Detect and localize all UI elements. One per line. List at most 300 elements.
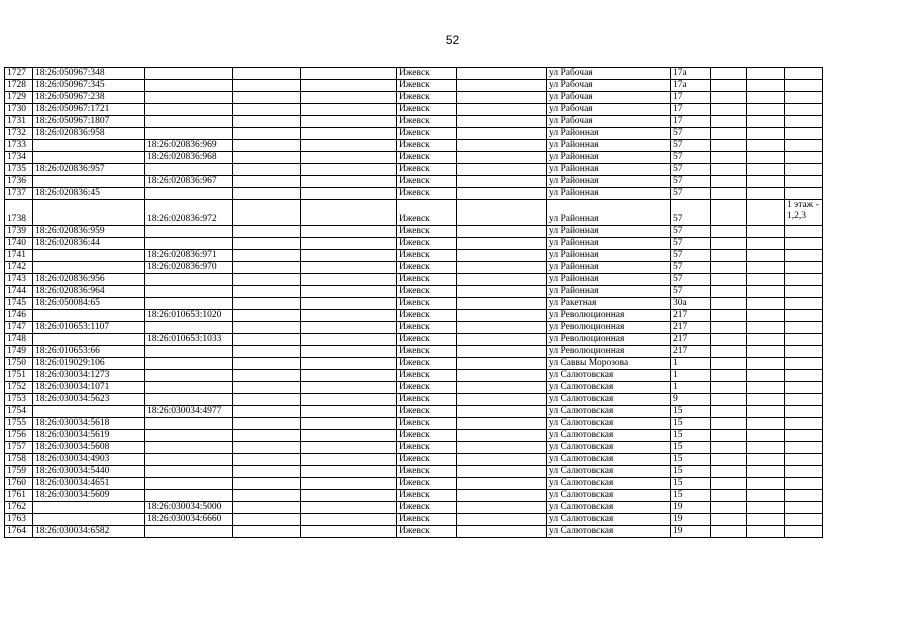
city-cell: Ижевск [397, 514, 457, 526]
street-cell: ул Районная [547, 128, 671, 140]
note-cell [785, 382, 823, 394]
street-cell: ул Районная [547, 262, 671, 274]
cadastral-number-room-cell [145, 322, 233, 334]
row-number-cell: 1744 [5, 286, 33, 298]
street-cell: ул Рабочая [547, 80, 671, 92]
cadastral-number-room-cell: 18:26:010653:1020 [145, 310, 233, 322]
note-cell [785, 370, 823, 382]
blank-cell [747, 250, 785, 262]
city-cell: Ижевск [397, 334, 457, 346]
cadastral-number-cell: 18:26:050967:1721 [33, 104, 145, 116]
blank-cell [711, 514, 747, 526]
registry-body [5, 68, 823, 538]
blank-cell [301, 250, 397, 262]
house-number-cell: 30а [671, 298, 711, 310]
blank-cell [457, 394, 547, 406]
blank-cell [233, 238, 301, 250]
house-number-cell: 19 [671, 526, 711, 538]
note-cell [785, 334, 823, 346]
blank-cell [747, 490, 785, 502]
blank-cell [711, 104, 747, 116]
blank-cell [457, 514, 547, 526]
note-cell [785, 238, 823, 250]
street-cell: ул Революционная [547, 346, 671, 358]
table-row [5, 226, 823, 238]
cadastral-number-cell: 18:26:020836:45 [33, 188, 145, 200]
blank-cell [301, 418, 397, 430]
blank-cell [233, 200, 301, 226]
blank-cell [711, 430, 747, 442]
blank-cell [457, 116, 547, 128]
blank-cell [457, 442, 547, 454]
city-cell: Ижевск [397, 298, 457, 310]
cadastral-number-cell [33, 250, 145, 262]
cadastral-number-room-cell [145, 526, 233, 538]
blank-cell [301, 176, 397, 188]
blank-cell [233, 514, 301, 526]
blank-cell [301, 502, 397, 514]
cadastral-number-cell [33, 334, 145, 346]
blank-cell [711, 226, 747, 238]
house-number-cell: 1 [671, 382, 711, 394]
blank-cell [233, 226, 301, 238]
blank-cell [457, 298, 547, 310]
cadastral-number-cell [33, 176, 145, 188]
cadastral-number-room-cell: 18:26:020836:969 [145, 140, 233, 152]
blank-cell [233, 68, 301, 80]
row-number-cell: 1747 [5, 322, 33, 334]
cadastral-number-cell [33, 514, 145, 526]
blank-cell [233, 406, 301, 418]
cadastral-number-cell [33, 152, 145, 164]
blank-cell [301, 200, 397, 226]
city-cell: Ижевск [397, 478, 457, 490]
row-number-cell: 1727 [5, 68, 33, 80]
house-number-cell: 57 [671, 140, 711, 152]
blank-cell [457, 286, 547, 298]
blank-cell [457, 346, 547, 358]
table-row [5, 442, 823, 454]
blank-cell [747, 298, 785, 310]
blank-cell [457, 200, 547, 226]
city-cell: Ижевск [397, 188, 457, 200]
blank-cell [711, 358, 747, 370]
city-cell: Ижевск [397, 370, 457, 382]
street-cell: ул Рабочая [547, 92, 671, 104]
row-number-cell: 1742 [5, 262, 33, 274]
city-cell: Ижевск [397, 406, 457, 418]
table-row [5, 382, 823, 394]
blank-cell [457, 140, 547, 152]
note-cell [785, 466, 823, 478]
row-number-cell: 1758 [5, 454, 33, 466]
street-cell: ул Районная [547, 226, 671, 238]
blank-cell [301, 310, 397, 322]
street-cell: ул Рабочая [547, 68, 671, 80]
city-cell: Ижевск [397, 140, 457, 152]
blank-cell [233, 152, 301, 164]
blank-cell [233, 490, 301, 502]
blank-cell [711, 466, 747, 478]
blank-cell [233, 310, 301, 322]
house-number-cell: 217 [671, 322, 711, 334]
blank-cell [711, 346, 747, 358]
blank-cell [747, 238, 785, 250]
street-cell: ул Салютовская [547, 370, 671, 382]
table-row [5, 430, 823, 442]
cadastral-number-room-cell [145, 238, 233, 250]
blank-cell [457, 430, 547, 442]
table-row [5, 310, 823, 322]
city-cell: Ижевск [397, 418, 457, 430]
blank-cell [747, 68, 785, 80]
row-number-cell: 1731 [5, 116, 33, 128]
blank-cell [301, 238, 397, 250]
blank-cell [711, 250, 747, 262]
city-cell: Ижевск [397, 200, 457, 226]
cadastral-number-cell: 18:26:020836:956 [33, 274, 145, 286]
blank-cell [747, 430, 785, 442]
row-number-cell: 1737 [5, 188, 33, 200]
blank-cell [233, 140, 301, 152]
note-cell [785, 310, 823, 322]
street-cell: ул Районная [547, 164, 671, 176]
city-cell: Ижевск [397, 128, 457, 140]
city-cell: Ижевск [397, 152, 457, 164]
city-cell: Ижевск [397, 310, 457, 322]
cadastral-number-cell: 18:26:030034:5619 [33, 430, 145, 442]
blank-cell [233, 430, 301, 442]
note-cell [785, 176, 823, 188]
blank-cell [747, 262, 785, 274]
blank-cell [747, 442, 785, 454]
house-number-cell: 57 [671, 176, 711, 188]
cadastral-number-cell [33, 310, 145, 322]
city-cell: Ижевск [397, 394, 457, 406]
table-row [5, 502, 823, 514]
street-cell: ул Салютовская [547, 478, 671, 490]
blank-cell [747, 346, 785, 358]
city-cell: Ижевск [397, 466, 457, 478]
blank-cell [457, 226, 547, 238]
street-cell: ул Салютовская [547, 406, 671, 418]
city-cell: Ижевск [397, 92, 457, 104]
blank-cell [457, 188, 547, 200]
note-cell [785, 188, 823, 200]
note-cell [785, 490, 823, 502]
street-cell: ул Саввы Морозова [547, 358, 671, 370]
blank-cell [457, 176, 547, 188]
cadastral-number-room-cell: 18:26:030034:6660 [145, 514, 233, 526]
blank-cell [747, 382, 785, 394]
blank-cell [233, 116, 301, 128]
house-number-cell: 217 [671, 310, 711, 322]
blank-cell [301, 490, 397, 502]
cadastral-number-room-cell [145, 454, 233, 466]
street-cell: ул Районная [547, 274, 671, 286]
street-cell: ул Салютовская [547, 454, 671, 466]
cadastral-number-cell: 18:26:010653:1107 [33, 322, 145, 334]
table-row [5, 80, 823, 92]
blank-cell [233, 418, 301, 430]
cadastral-number-room-cell: 18:26:020836:972 [145, 200, 233, 226]
cadastral-number-cell: 18:26:010653:66 [33, 346, 145, 358]
blank-cell [457, 262, 547, 274]
table-row [5, 104, 823, 116]
blank-cell [711, 442, 747, 454]
table-row [5, 394, 823, 406]
blank-cell [233, 322, 301, 334]
street-cell: ул Районная [547, 250, 671, 262]
cadastral-number-cell: 18:26:030034:5623 [33, 394, 145, 406]
note-cell [785, 346, 823, 358]
row-number-cell: 1763 [5, 514, 33, 526]
street-cell: ул Революционная [547, 322, 671, 334]
blank-cell [457, 526, 547, 538]
cadastral-number-room-cell [145, 490, 233, 502]
note-cell [785, 140, 823, 152]
cadastral-number-room-cell [145, 80, 233, 92]
house-number-cell: 57 [671, 250, 711, 262]
street-cell: ул Районная [547, 238, 671, 250]
blank-cell [747, 140, 785, 152]
blank-cell [457, 128, 547, 140]
blank-cell [711, 526, 747, 538]
row-number-cell: 1762 [5, 502, 33, 514]
blank-cell [711, 478, 747, 490]
cadastral-number-room-cell [145, 358, 233, 370]
blank-cell [747, 92, 785, 104]
blank-cell [301, 140, 397, 152]
table-row [5, 526, 823, 538]
cadastral-number-room-cell [145, 466, 233, 478]
city-cell: Ижевск [397, 176, 457, 188]
blank-cell [301, 478, 397, 490]
blank-cell [233, 92, 301, 104]
row-number-cell: 1736 [5, 176, 33, 188]
blank-cell [301, 526, 397, 538]
city-cell: Ижевск [397, 358, 457, 370]
table-row [5, 514, 823, 526]
blank-cell [457, 250, 547, 262]
house-number-cell: 15 [671, 478, 711, 490]
city-cell: Ижевск [397, 80, 457, 92]
row-number-cell: 1746 [5, 310, 33, 322]
house-number-cell: 17 [671, 104, 711, 116]
blank-cell [747, 526, 785, 538]
blank-cell [711, 80, 747, 92]
street-cell: ул Салютовская [547, 442, 671, 454]
table-row [5, 370, 823, 382]
blank-cell [301, 454, 397, 466]
row-number-cell: 1757 [5, 442, 33, 454]
street-cell: ул Районная [547, 188, 671, 200]
table-row [5, 116, 823, 128]
blank-cell [747, 514, 785, 526]
street-cell: ул Салютовская [547, 394, 671, 406]
blank-cell [301, 80, 397, 92]
table-row [5, 298, 823, 310]
blank-cell [301, 152, 397, 164]
cadastral-number-cell: 18:26:020836:959 [33, 226, 145, 238]
blank-cell [301, 164, 397, 176]
blank-cell [233, 526, 301, 538]
blank-cell [747, 274, 785, 286]
house-number-cell: 57 [671, 164, 711, 176]
city-cell: Ижевск [397, 286, 457, 298]
note-cell [785, 226, 823, 238]
blank-cell [301, 406, 397, 418]
house-number-cell: 15 [671, 454, 711, 466]
blank-cell [711, 298, 747, 310]
house-number-cell: 17 [671, 116, 711, 128]
cadastral-number-room-cell [145, 298, 233, 310]
blank-cell [711, 176, 747, 188]
blank-cell [747, 418, 785, 430]
table-row [5, 334, 823, 346]
registry-table [4, 67, 823, 538]
blank-cell [711, 128, 747, 140]
blank-cell [301, 442, 397, 454]
blank-cell [233, 478, 301, 490]
note-cell [785, 80, 823, 92]
cadastral-number-cell [33, 262, 145, 274]
row-number-cell: 1738 [5, 200, 33, 226]
row-number-cell: 1741 [5, 250, 33, 262]
table-row [5, 250, 823, 262]
cadastral-number-room-cell [145, 164, 233, 176]
cadastral-number-cell: 18:26:030034:5609 [33, 490, 145, 502]
blank-cell [233, 466, 301, 478]
page-number: 52 [445, 33, 460, 47]
street-cell: ул Районная [547, 140, 671, 152]
house-number-cell: 9 [671, 394, 711, 406]
blank-cell [747, 394, 785, 406]
blank-cell [747, 80, 785, 92]
row-number-cell: 1734 [5, 152, 33, 164]
blank-cell [457, 370, 547, 382]
note-cell [785, 298, 823, 310]
blank-cell [711, 152, 747, 164]
house-number-cell: 217 [671, 346, 711, 358]
blank-cell [711, 418, 747, 430]
row-number-cell: 1750 [5, 358, 33, 370]
blank-cell [301, 382, 397, 394]
blank-cell [711, 140, 747, 152]
blank-cell [301, 188, 397, 200]
note-cell [785, 418, 823, 430]
table-row [5, 274, 823, 286]
blank-cell [747, 322, 785, 334]
blank-cell [233, 164, 301, 176]
city-cell: Ижевск [397, 442, 457, 454]
city-cell: Ижевск [397, 104, 457, 116]
city-cell: Ижевск [397, 430, 457, 442]
table-row [5, 200, 823, 226]
blank-cell [233, 250, 301, 262]
blank-cell [457, 164, 547, 176]
row-number-cell: 1745 [5, 298, 33, 310]
blank-cell [711, 286, 747, 298]
blank-cell [747, 502, 785, 514]
street-cell: ул Районная [547, 152, 671, 164]
blank-cell [711, 382, 747, 394]
house-number-cell: 17а [671, 68, 711, 80]
table-row [5, 466, 823, 478]
blank-cell [711, 188, 747, 200]
note-cell [785, 92, 823, 104]
blank-cell [457, 478, 547, 490]
city-cell: Ижевск [397, 274, 457, 286]
house-number-cell: 1 [671, 370, 711, 382]
blank-cell [711, 394, 747, 406]
note-cell [785, 406, 823, 418]
row-number-cell: 1743 [5, 274, 33, 286]
blank-cell [457, 382, 547, 394]
note-cell [785, 286, 823, 298]
blank-cell [301, 92, 397, 104]
house-number-cell: 15 [671, 418, 711, 430]
table-row [5, 262, 823, 274]
blank-cell [301, 68, 397, 80]
table-row [5, 92, 823, 104]
note-cell [785, 526, 823, 538]
blank-cell [233, 370, 301, 382]
street-cell: ул Салютовская [547, 502, 671, 514]
blank-cell [301, 322, 397, 334]
city-cell: Ижевск [397, 322, 457, 334]
street-cell: ул Ракетная [547, 298, 671, 310]
cadastral-number-room-cell: 18:26:010653:1033 [145, 334, 233, 346]
city-cell: Ижевск [397, 454, 457, 466]
street-cell: ул Районная [547, 286, 671, 298]
blank-cell [457, 68, 547, 80]
cadastral-number-room-cell [145, 92, 233, 104]
row-number-cell: 1730 [5, 104, 33, 116]
cadastral-number-room-cell [145, 104, 233, 116]
cadastral-number-room-cell [145, 188, 233, 200]
blank-cell [233, 358, 301, 370]
note-cell [785, 502, 823, 514]
row-number-cell: 1739 [5, 226, 33, 238]
cadastral-number-cell: 18:26:030034:1071 [33, 382, 145, 394]
city-cell: Ижевск [397, 164, 457, 176]
street-cell: ул Районная [547, 176, 671, 188]
note-cell [785, 274, 823, 286]
street-cell: ул Салютовская [547, 514, 671, 526]
table-row [5, 358, 823, 370]
blank-cell [747, 406, 785, 418]
cadastral-number-cell: 18:26:020836:957 [33, 164, 145, 176]
row-number-cell: 1754 [5, 406, 33, 418]
cadastral-number-room-cell [145, 430, 233, 442]
row-number-cell: 1764 [5, 526, 33, 538]
blank-cell [233, 188, 301, 200]
cadastral-number-cell: 18:26:050084:65 [33, 298, 145, 310]
cadastral-number-cell: 18:26:030034:5440 [33, 466, 145, 478]
blank-cell [747, 164, 785, 176]
city-cell: Ижевск [397, 262, 457, 274]
table-row [5, 286, 823, 298]
cadastral-number-room-cell: 18:26:030034:5000 [145, 502, 233, 514]
house-number-cell: 57 [671, 238, 711, 250]
note-cell [785, 322, 823, 334]
cadastral-number-room-cell [145, 226, 233, 238]
house-number-cell: 15 [671, 442, 711, 454]
street-cell: ул Рабочая [547, 116, 671, 128]
blank-cell [301, 298, 397, 310]
blank-cell [233, 502, 301, 514]
